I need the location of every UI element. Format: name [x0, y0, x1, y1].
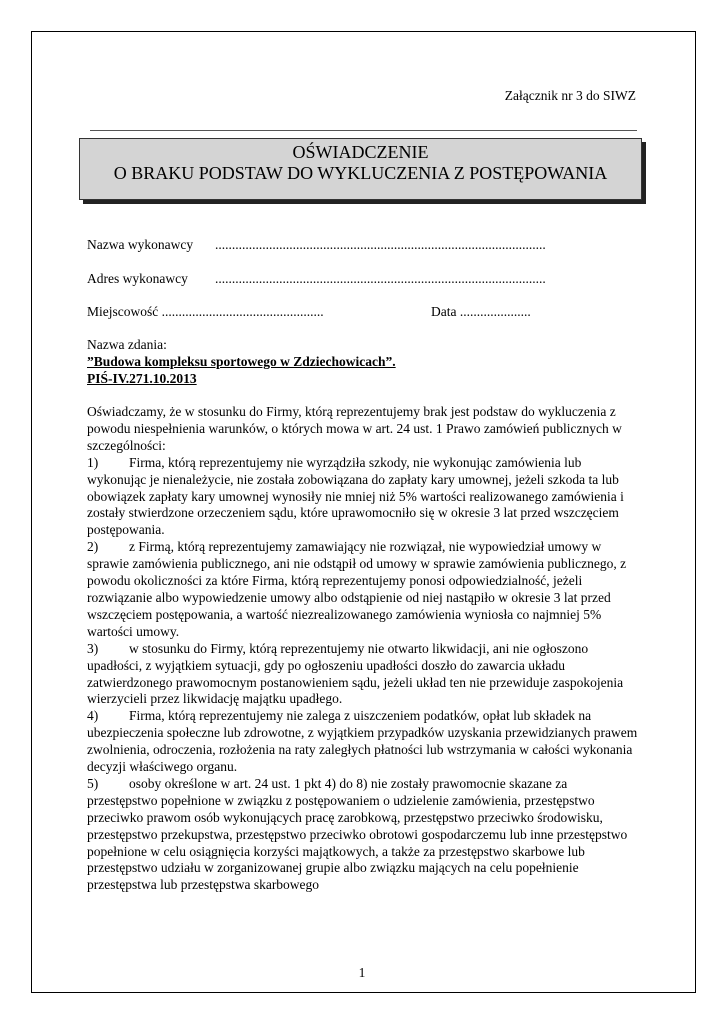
statement-body: [87, 404, 640, 894]
task-label: Nazwa zdania:: [87, 337, 167, 352]
contractor-address-blank: ..................................................................................................: [215, 271, 546, 286]
item-number: 1): [87, 454, 99, 470]
contractor-name-blank: ..................................................................................................: [215, 237, 546, 252]
page-number: 1: [358, 965, 366, 980]
title-line-2: O BRAKU PODSTAW DO WYKLUCZENIA Z POSTĘPOWANIA: [113, 163, 608, 183]
title-line-1: OŚWIADCZENIE: [292, 142, 429, 162]
list-item: [87, 708, 640, 776]
list-item: [87, 641, 640, 709]
list-item: [87, 455, 640, 540]
list-item: [87, 539, 640, 640]
statement-intro: Oświadczamy, że w stosunku do Firmy, którą reprezentujemy brak jest podstaw do wykluczenia z powodu niespełnienia warunków, o których mowa w art. 24 ust. 1 Prawo zamówień publicznych w szczególności:: [87, 404, 622, 453]
item-text: osoby określone w art. 24 ust. 1 pkt 4) do 8) nie zostały prawomocnie skazane za przestępstwo popełnione w związku z postępowaniem o udzielenie zamówienia, przestępstwo przeciwko prawom osób wykonujących pracę zarobkową, przestępstwo przeciwko środowisku, przestępstwo przekupstwa, przestępstwo przeciwko obrotowi gospodarczemu lub inne przestępstwo popełnione w celu osiągnięcia korzyści majątkowych, a także za przestępstwo skarbowe lub przestępstwo udziału w zorganizowanej grupie albo związku mających na celu popełnienie przestępstwa lub przestępstwa skarbowego: [87, 775, 628, 893]
item-number: 2): [87, 539, 99, 555]
item-text: Firma, którą reprezentujemy nie wyrządziła szkody, nie wykonując zamówienia lub wykonując je nienależycie, nie została zobowiązana do zapłaty kary umownej, jeżeli szkoda ta lub obowiązek zapłaty kary umownej wynosiły nie mniej niż 5% wartości realizowanego zamówienia i zostały stwierdzone orzeczeniem sądu, które uprawomocniło się w okresie 3 lat przed wszczęciem postępowania.: [87, 454, 624, 538]
item-text: w stosunku do Firmy, którą reprezentujemy nie otwarto likwidacji, ani nie ogłoszono upadłości, z wyjątkiem sytuacji, gdy po ogłoszeniu upadłości doszło do zawarcia układu zatwierdzonego prawomocnym postanowieniem sądu, jeżeli układ ten nie przewiduje zaspokojenia wierzycieli przez likwidację majątku upadłego.: [87, 640, 624, 707]
contractor-address-label: Adres wykonawcy: [87, 271, 188, 286]
task-section: [87, 336, 396, 387]
title-box: [79, 138, 642, 200]
contractor-address-field: [87, 271, 546, 287]
top-divider: [90, 130, 637, 131]
list-item: [87, 776, 640, 894]
item-number: 4): [87, 708, 99, 724]
contractor-name-field: [87, 237, 546, 253]
item-number: 5): [87, 775, 99, 791]
contractor-name-label: Nazwa wykonawcy: [87, 237, 194, 252]
task-reference: PIŚ-IV.271.10.2013: [87, 371, 197, 386]
item-text: z Firmą, którą reprezentujemy zamawiający nie rozwiązał, nie wypowiedział umowy w sprawie zamówienia publicznego, ani nie odstąpił od umowy w sprawie zamówienia publicznego, z powodu okoliczności za które Firma, którą reprezentujemy ponosi odpowiedzialność, jeżeli rozwiązanie albo wypowiedzenie umowy albo odstąpienie od niej nastąpiło w okresie 3 lat przed wszczęciem postępowania, a wartość niezrealizowanego zamówienia wyniosła co najmniej 5% wartości umowy.: [87, 539, 627, 639]
annex-label: Załącznik nr 3 do SIWZ: [504, 88, 636, 103]
item-number: 3): [87, 640, 99, 656]
date-field: Data .....................: [431, 304, 531, 319]
place-field: Miejscowość ................................................: [87, 304, 324, 319]
item-text: Firma, którą reprezentujemy nie zalega z uiszczeniem podatków, opłat lub składek na ubezpieczenia społeczne lub zdrowotne, z wyjątkiem przypadków uzyskania przewidzianych prawem zwolnienia, odroczenia, rozłożenia na raty zaległych płatności lub wstrzymania w całości wykonania decyzji właściwego organu.: [87, 708, 638, 775]
task-name: ”Budowa kompleksu sportowego w Zdziechowicach”.: [87, 354, 396, 369]
